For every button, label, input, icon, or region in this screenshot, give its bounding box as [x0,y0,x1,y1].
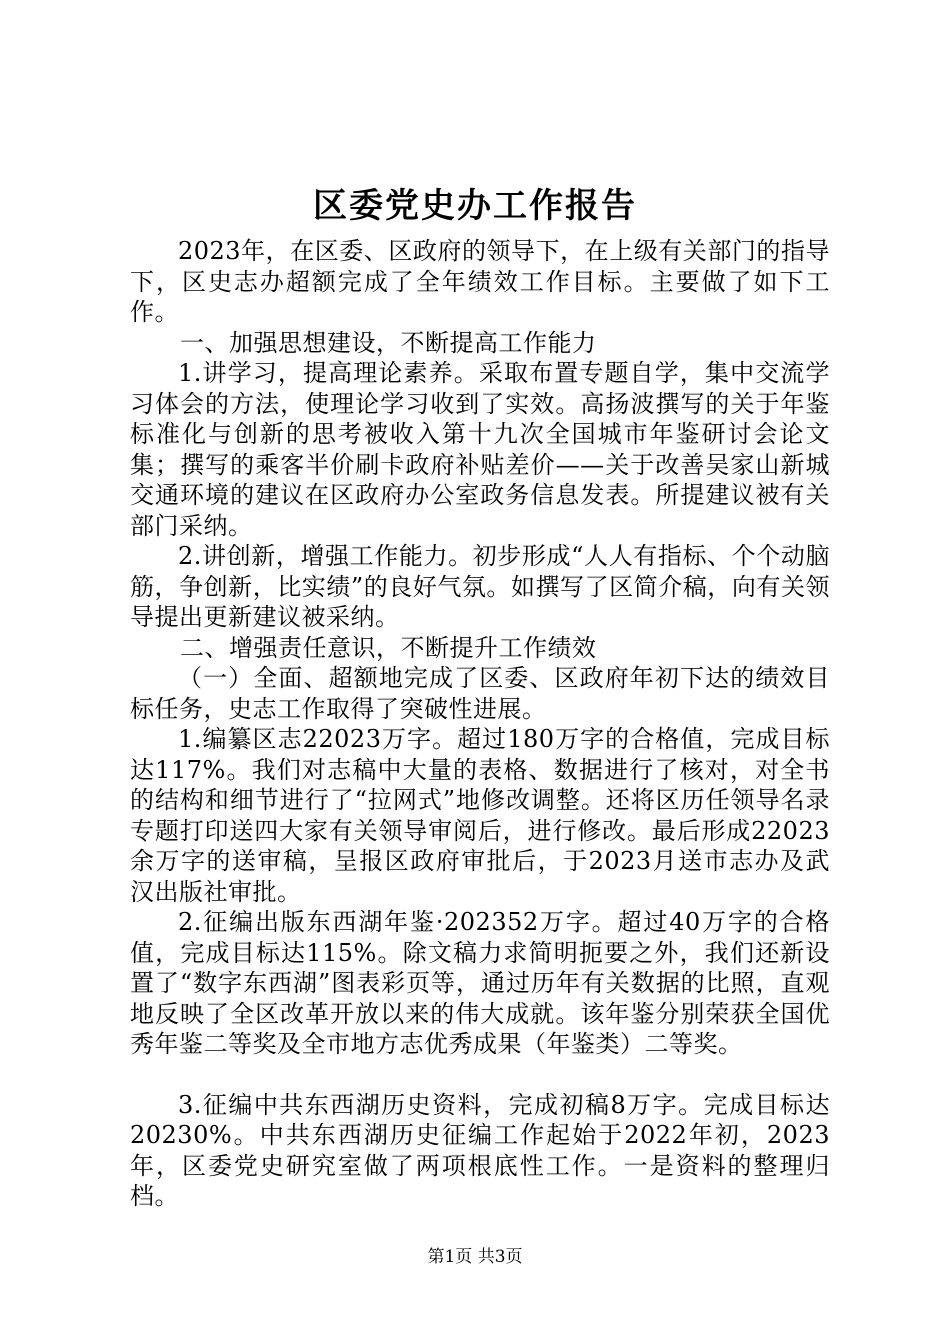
body-paragraph: 2.讲创新，增强工作能力。初步形成“人人有指标、个个动脑筋，争创新，比实绩”的良好气氛。如撰写了区简介稿，向有关领导提出更新建议被采纳。 [130,542,830,631]
subsection-heading-1: （一）全面、超额地完成了区委、区政府年初下达的绩效目标任务，史志工作取得了突破性进展。 [130,664,830,723]
section-heading-2: 二、增强责任意识，不断提升工作绩效 [180,633,597,662]
section-heading-1: 一、加强思想建设，不断提高工作能力 [180,328,597,357]
body-paragraph: 1.讲学习，提高理论素养。采取布置专题自学，集中交流学习体会的方法，使理论学习收到了实效。高扬波撰写的关于年鉴标准化与创新的思考被收入第十九次全国城市年鉴研讨会论文集；撰写的乘客半价刷卡政府补贴差价——关于改善吴家山新城交通环境的建议在区政府办公室政务信息发表。所提建议被有关部门采纳。 [130,359,830,540]
body-paragraph: 1.编纂区志22023万字。超过180万字的合格值，完成目标达117%。我们对志稿中大量的表格、数据进行了核对，对全书的结构和细节进行了“拉网式”地修改调整。还将区历任领导名录专题打印送四大家有关领导审阅后，进行修改。最后形成22023余万字的送审稿，呈报区政府审批后，于2023月送市志办及武汉出版社审批。 [130,725,830,906]
body-paragraph: 3.征编中共东西湖历史资料，完成初稿8万字。完成目标达20230%。中共东西湖历史征编工作起始于2022年初，2023年，区委党史研究室做了两项根底性工作。一是资料的整理归档。 [130,1090,830,1210]
body-paragraph: 2.征编出版东西湖年鉴·202352万字。超过40万字的合格值，完成目标达115%。除文稿力求简明扼要之外，我们还新设置了“数字东西湖”图表彩页等，通过历年有关数据的比照，直观地反映了全区改革开放以来的伟大成就。该年鉴分别荣获全国优秀年鉴二等奖及全市地方志优秀成果（年鉴类）二等奖。 [130,908,830,1058]
intro-paragraph: 2023年，在区委、区政府的领导下，在上级有关部门的指导下，区史志办超额完成了全年绩效工作目标。主要做了如下工作。 [130,237,830,326]
page-number-footer: 第1页 共3页 [427,1247,523,1267]
document-body [130,236,830,1212]
document-title: 区委党史办工作报告 [313,186,637,226]
